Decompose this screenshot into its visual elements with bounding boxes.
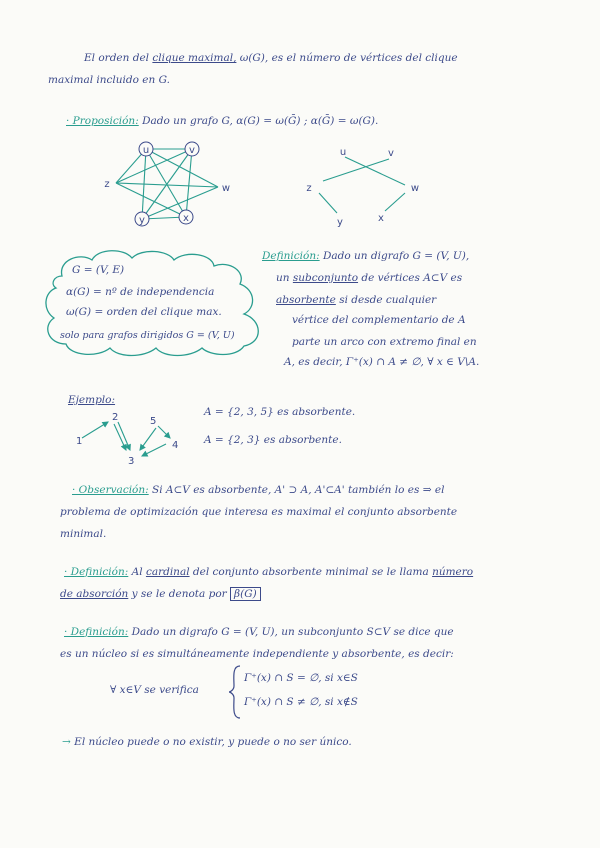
definition-1-line-5: parte un arco con extremo final en	[292, 336, 477, 348]
arrow-icon: →	[62, 736, 71, 748]
beta-box: β(G)	[230, 587, 261, 601]
example-node-5: 5	[150, 416, 157, 427]
g1-node-y: y	[139, 215, 145, 226]
example-label: Ejemplo:	[68, 394, 116, 406]
proposition	[66, 115, 378, 128]
cloud-line-3: ω(G) = orden del clique max.	[66, 306, 222, 318]
definition-1-line-6: A, es decir, Γ⁺(x) ∩ A ≠ ∅, ∀ x ∈ V\A.	[284, 356, 480, 368]
g1-node-z: z	[104, 179, 110, 190]
observation-line-2: problema de optimización que interesa es maximal el conjunto absorbente	[60, 506, 458, 518]
graph-1	[100, 135, 250, 235]
definition-3-case-1: Γ⁺(x) ∩ S = ∅, si x∈S	[244, 672, 358, 684]
g1-node-v: v	[189, 145, 195, 156]
g1-node-u: u	[142, 145, 150, 156]
definition-1-line-2: un subconjunto de vértices A⊂V es	[276, 272, 463, 284]
definition-3-forall: ∀ x∈V se verifica	[110, 684, 199, 696]
proposition-text: Dado un grafo G, α(G) = ω(Ḡ) ; α(Ḡ) = ω(G).	[142, 115, 379, 127]
example-digraph	[64, 410, 194, 470]
g2-node-x: x	[378, 213, 384, 224]
example-node-2: 2	[112, 412, 119, 423]
definition-2-line-2: de absorción y se le denota por β(G)	[60, 588, 261, 601]
definition-3-line-2: es un núcleo si es simultáneamente independiente y absorbente, es decir:	[60, 648, 454, 660]
definition-1-label: Definición:	[262, 250, 320, 262]
observation-line-1: · Observación: Si A⊂V es absorbente, A' ⊃ A, A'⊂A' también lo es ⇒ el	[72, 484, 445, 496]
definition-2-label: · Definición:	[64, 566, 129, 578]
cases-brace	[228, 664, 242, 720]
definition-1-line-4: vértice del complementario de A	[292, 314, 466, 326]
example-statement-2: A = {2, 3} es absorbente.	[204, 434, 342, 446]
g2-node-u: u	[339, 147, 347, 158]
g2-node-y: y	[337, 217, 343, 228]
g1-node-w: w	[221, 183, 231, 194]
definition-3-line-1: · Definición: Dado un digrafo G = (V, U), un subconjunto S⊂V se dice que	[64, 626, 454, 638]
intro-line-2: maximal incluido en G.	[48, 74, 170, 86]
cloud-line-1: G = (V, E)	[72, 264, 125, 276]
example-node-4: 4	[172, 440, 179, 451]
g1-node-x: x	[183, 213, 189, 224]
example-statement-1: A = {2, 3, 5} es absorbente.	[204, 406, 356, 418]
definition-1-line-3: absorbente si desde cualquier	[276, 294, 437, 306]
definition-3-case-2: Γ⁺(x) ∩ S ≠ ∅, si x∉S	[244, 696, 358, 708]
cloud-line-2: α(G) = nº de independencia	[66, 286, 215, 298]
graph-2	[295, 145, 435, 230]
intro-line-1: El orden del clique maximal, ω(G), es el número de vértices del clique	[84, 52, 458, 64]
note	[62, 736, 352, 749]
definition-1-line-1: Definición: Dado un digrafo G = (V, U),	[262, 250, 470, 262]
g2-node-v: v	[388, 148, 394, 159]
example-node-1: 1	[76, 436, 83, 447]
g2-node-w: w	[410, 183, 420, 194]
definition-2-line-1: · Definición: Al cardinal del conjunto absorbente minimal se le llama número	[64, 566, 474, 578]
example-node-3: 3	[128, 456, 135, 467]
proposition-label: · Proposición:	[66, 115, 139, 127]
observation-label: · Observación:	[72, 484, 149, 496]
observation-line-3: minimal.	[60, 528, 107, 540]
g2-node-z: z	[306, 183, 312, 194]
definition-3-label: · Definición:	[64, 626, 129, 638]
note-text: El núcleo puede o no existir, y puede o no ser único.	[74, 736, 352, 748]
cloud-line-4: solo para grafos dirigidos G = (V, U)	[60, 330, 235, 341]
